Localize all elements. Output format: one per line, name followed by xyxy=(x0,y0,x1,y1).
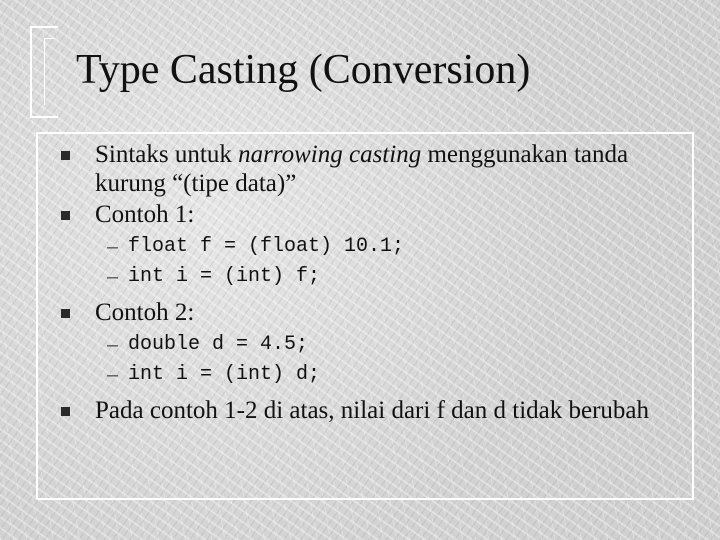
code-text: float f = (float) 10.1; xyxy=(128,235,405,258)
bullet-item-2 xyxy=(60,200,680,229)
bullet-2-text: Contoh 1: xyxy=(95,201,195,228)
code-line xyxy=(60,360,680,390)
dash-bullet-icon: – xyxy=(107,266,119,288)
dash-bullet-icon: – xyxy=(107,334,119,356)
bullet-4-text: Pada contoh 1-2 di atas, nilai dari f dan d tidak berubah xyxy=(95,397,650,424)
title-frame-inner-decoration xyxy=(44,38,55,105)
bullet-1-emphasis: narrowing casting xyxy=(238,141,422,168)
bullet-1-text-end: menggunakan tanda kurung “(tipe data)” xyxy=(95,141,629,197)
bullet-2-subitems xyxy=(60,232,680,292)
square-bullet-icon xyxy=(61,309,70,318)
code-line xyxy=(60,232,680,262)
dash-bullet-icon: – xyxy=(107,236,119,258)
dash-bullet-icon: – xyxy=(107,364,119,386)
square-bullet-icon xyxy=(61,211,70,220)
code-text: double d = 4.5; xyxy=(128,333,309,356)
bullet-1-text-start: Sintaks untuk xyxy=(95,141,239,168)
bullet-item-1 xyxy=(60,140,680,198)
bullet-3-text: Contoh 2: xyxy=(95,299,195,326)
square-bullet-icon xyxy=(61,407,70,416)
code-line xyxy=(60,262,680,292)
code-line xyxy=(60,330,680,360)
code-text: int i = (int) f; xyxy=(128,265,321,288)
bullet-item-4 xyxy=(60,396,680,425)
bullet-3-subitems xyxy=(60,330,680,390)
code-text: int i = (int) d; xyxy=(128,363,321,386)
square-bullet-icon xyxy=(61,151,70,160)
slide-body xyxy=(60,140,680,427)
slide-title: Type Casting (Conversion) xyxy=(76,47,531,93)
bullet-item-3 xyxy=(60,298,680,327)
